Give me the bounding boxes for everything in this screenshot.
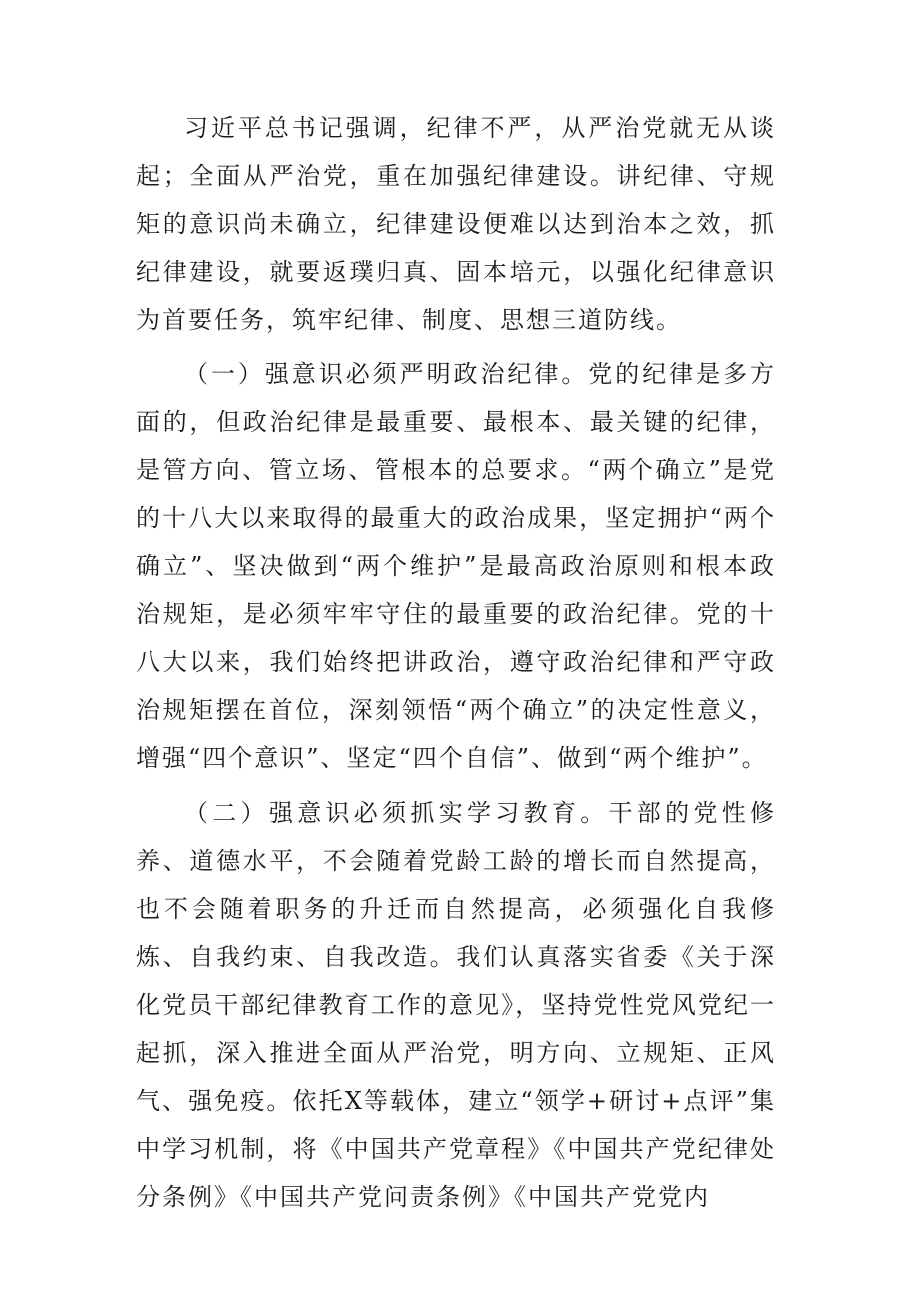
- paragraph-intro: 习近平总书记强调，纪律不严，从严治党就无从谈起；全面从严治党，重在加强纪律建设。讲纪律、守规矩的意识尚未确立，纪律建设便难以达到治本之效，抓纪律建设，就要返璞归真、固本培元，以强化纪律意识为首要任务，筑牢纪律、制度、思想三道防线。: [136, 114, 776, 334]
- document-body: [136, 104, 776, 1221]
- paragraph-political-discipline: （一）强意识必须严明政治纪律。党的纪律是多方面的，但政治纪律是最重要、最根本、最关键的纪律，是管方向、管立场、管根本的总要求。“两个确立”是党的十八大以来取得的最重大的政治成果，坚定拥护“两个确立”、坚决做到“两个维护”是最高政治原则和根本政治规矩，是必须牢牢守住的最重要的政治纪律。党的十八大以来，我们始终把讲政治，遵守政治纪律和严守政治规矩摆在首位，深刻领悟“两个确立”的决定性意义，增强“四个意识”、坚定“四个自信”、做到“两个维护”。: [136, 360, 776, 772]
- paragraph-study-education: （二）强意识必须抓实学习教育。干部的党性修养、道德水平，不会随着党龄工龄的增长而自然提高，也不会随着职务的升迁而自然提高，必须强化自我修炼、自我约束、自我改造。我们认真落实省委《关于深化党员干部纪律教育工作的意见》，坚持党性党风党纪一起抓，深入推进全面从严治党，明方向、立规矩、正风气、强免疫。依托X等载体，建立“领学+研讨+点评”集中学习机制，将《中国共产党章程》《中国共产党纪律处分条例》《中国共产党问责条例》《中国共产党党内: [136, 799, 776, 1211]
